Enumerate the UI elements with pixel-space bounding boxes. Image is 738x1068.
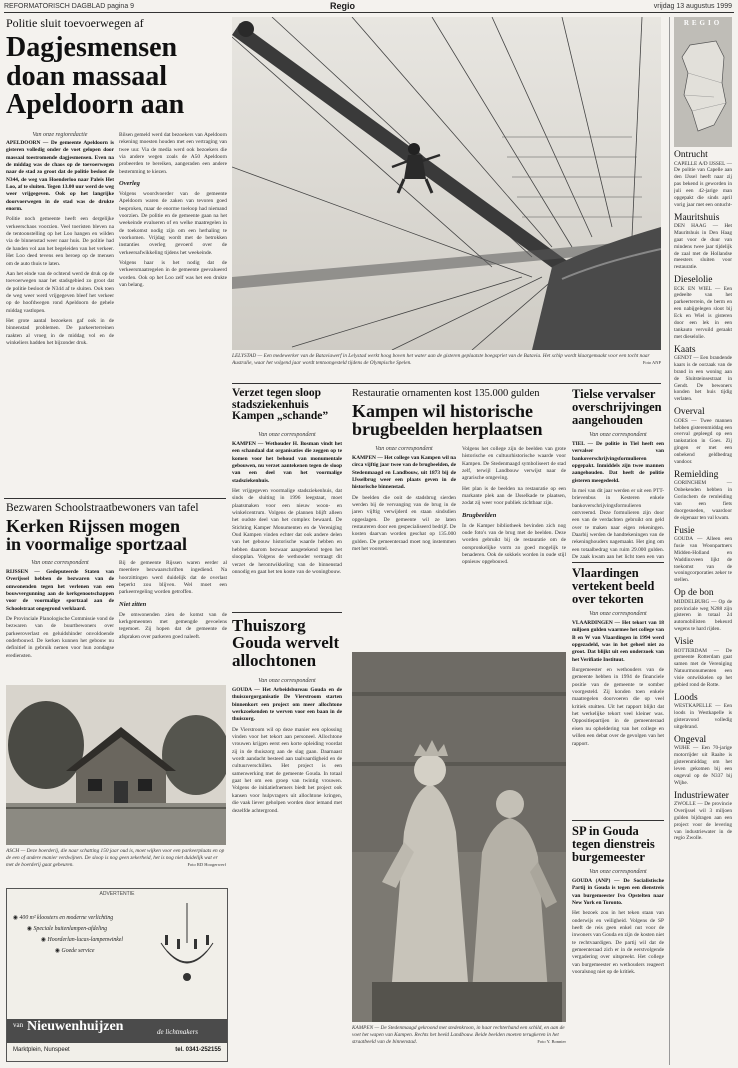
regional-sidebar [669, 17, 734, 1065]
sidebar-item-text: GOES — Twee mannen hebben gisterenmiddag een overval gepleegd op een tankstation in Goes. Zij gingen er met een onbekend geldbedrag vandoor. [674, 417, 732, 465]
sidebar-item-text: DEN HAAG — Het Mauritshuis in Den Haag gaat voor de duur van mindens twee jaar tijdelijk de zaal met de Hollandse meesters sluiten voor restauratie. [674, 223, 732, 271]
article3-headline-line: Kampen wil historische [352, 401, 534, 421]
ad-brand-prefix: van [13, 1021, 24, 1029]
ad-brand-bar [7, 1019, 227, 1043]
article1-headline-line: Dagjesmensen [6, 32, 178, 63]
sidebar-item-text: CAPELLE A/D IJSSEL — De politie van Capelle aan den IJssel heeft naar zij pas bekend is geworden in juli een 42-jarige man opgepakt die sinds april vorig jaar met een ontucht- [674, 160, 732, 208]
article2-headline-line: Verzet tegen sloop [232, 387, 321, 399]
ad-bullet-1 [13, 913, 143, 924]
ad-label: ADVERTENTIE [99, 891, 135, 897]
sidebar-item-text: GENDT — Een brandende kaars is de oorzaak van de brand in een woning aan de Sluitsteinsestraat in Gendt. De bewoners konden het huis tijdig verlaten. [674, 355, 732, 403]
article8-headline-line: Gouda wervelt [232, 633, 340, 653]
article6-body [572, 878, 664, 1058]
sidebar-item-title: Visie [674, 637, 694, 647]
photo-statues-credit: Foto Y. Bonnier [537, 1038, 566, 1044]
article1-headline [6, 34, 226, 120]
sidebar-map [674, 17, 732, 147]
article3-headline [352, 402, 567, 439]
article3-paragraph: Het plan is de beelden na restauratie op een markante plek aan de IJsselkade te plaatsen, zodat zij weer voor publiek zichtbaar zijn. [462, 485, 566, 507]
article3-kicker: Restauratie ornamenten kost 135.000 gulden [352, 388, 540, 399]
article2-byline: Van onze correspondent [258, 432, 316, 438]
sidebar-item-title: Overval [674, 407, 705, 418]
ad-brand-sub: de lichtmakers [157, 1028, 199, 1036]
sidebar-item-title: Ongeval [674, 734, 707, 745]
photo-statues-image [352, 652, 566, 1022]
article8-byline: Van onze correspondent [258, 678, 316, 684]
article3-headline-line: brugbeelden herplaatsen [352, 419, 543, 440]
article1-paragraph: Bilsen gemeld werd dat bezoekers van Apeldoorn rekening moesten houden met een vertraging van twee uur. Via de media werd ook bezoekers die via andere wegen zoals de A50 Apeldoorn probeerden te bereiken, aangeraden een andere bestemming te kiezen. [119, 132, 227, 175]
article1-col2 [119, 132, 227, 495]
sidebar-item [674, 214, 732, 272]
bullet-icon: ◉ [55, 948, 62, 954]
article7-headline-line: in voormalige sportzaal [6, 534, 187, 555]
article5-byline: Van onze correspondent [589, 611, 647, 617]
article1-headline-line: Apeldoorn aan [6, 89, 185, 121]
article6-headline-line: tegen dienstreis [572, 836, 655, 851]
article8-headline [232, 617, 344, 669]
article5-headline-line: over tekorten [572, 591, 644, 606]
photo-batavia-caption [232, 353, 661, 381]
rule [4, 498, 226, 499]
sidebar-items [674, 151, 732, 847]
article2-headline-line: Kampen „schande” [232, 410, 329, 423]
article4-headline-line: overschrijvingen [572, 399, 662, 414]
page-header-left: REFORMATORISCH DAGBLAD pagina 9 [4, 3, 135, 10]
article1-paragraph: Aan het einde van de ochtend werd de druk op de toevoerwegen naar het stadsgebied zo groot dat de politie besloot de N344 af te sluiten. Ook toen de weg weer werd vrijgegeven bleef het verkeer op de hoofdwegen rond Apeldoorn de gehele middag vastlopen. [6, 270, 114, 314]
article1-paragraph: Politie noch gemeente heeft een dergelijke verkeerschaos voorzien. Veel toeristen bleven na de tentoonstelling op het Loo hangen en wilden via de binnenstad weer naar huis. De politie had de handen vol aan het begeleiden van het verkeer. Het Loo deed tevens een beroep op de mensen om de auto thuis te laten. [6, 216, 114, 267]
ad-bullet-text: Hoorderlan-lucas-lampenwinkel [47, 937, 123, 943]
article7-paragraph: De omwonenden zien de komst van de kerkgemeenten met gemengde gevoelens tegemoet. Zij hopen dat de gemeente de afspraken over parkeren goed naleeft. [119, 611, 227, 640]
sidebar-item-text: GORINCHEM — Onbekenden hebben in Gorinchem de remleiding van een fiets doorgesneden, waardoor de eigenaar ten val kwam. [674, 480, 732, 521]
photo-batavia-credit: Foto ANP [642, 359, 661, 365]
ad-phone: tel. 0341-252155 [175, 1047, 221, 1053]
sidebar-item [674, 151, 732, 209]
sidebar-item [674, 408, 732, 466]
article7-col1 [6, 569, 114, 681]
ad-bullet-3 [13, 935, 143, 946]
ad-address: Marktplein, Nunspeet [13, 1047, 70, 1053]
article1-paragraph: Volgens woordvoerder van de gemeente Apeldoorn waren de zaken van tevoren goed besproken, maar de enorme toeloop had niemand voorzien. De politie en de gemeente gaan na het weekeinde evalueren of en welke maatregelen in de toekomst nodig zijn om een herhaling te voorkomen. Vrijdag wordt met de betrokken instanties overleg gevoerd over de verkeersafwikkeling tijdens het weekeinde. [119, 190, 227, 256]
article8-headline-line: Thuiszorg [232, 616, 306, 635]
article7-byline: Van onze correspondent [31, 560, 89, 566]
article1-paragraph: Volgens haar is het nodig dat de verkeersmaatregelen in de gemeente geevalueerd worden. Ook op het Loo zelf was het een drukte van belang. [119, 259, 227, 289]
rule [572, 562, 664, 563]
article4-byline: Van onze correspondent [589, 432, 647, 438]
sidebar-item [674, 276, 732, 341]
article8-lead: GOUDA — Het Arbeidsbureau Gouda en de thuiszorgorganisatie De Vierstroom starten binnenkort een project om meer allochtone werkzoekenden te werven voor een baan in de thuiszorg. [232, 687, 342, 723]
sidebar-item-title: Ontrucht [674, 150, 708, 160]
sidebar-item [674, 471, 732, 522]
sidebar-item-title: Mauritshuis [674, 212, 720, 223]
article8-paragraph: De Vierstroom wil op deze manier een oplossing vinden voor het tekort aan personeel. Allochtone vrouwen krijgen eerst een korte opleiding voordat zij in de thuiszorg aan de slag gaan. Daarnaast wordt aandacht besteed aan taalvaardigheid en de cultuurverschillen. Het project is een samenwerking met de gemeente Gouda. In totaal gaat het om een groep van twintig vrouwen. Volgens de initiatiefnemers biedt het project ook kansen voor hulpvragers uit allochtone kringen, die vaak liever geholpen worden door iemand met dezelfde achtergrond. [232, 726, 342, 814]
header-rule [4, 12, 734, 13]
article1-paragraph: Het grote aantal bezoekers gaf ook in de binnenstad problemen. De parkeerterreinen raakten al vroeg in de middag vol en de winkeliers hadden het bijzonder druk. [6, 317, 114, 346]
sidebar-item [674, 694, 732, 731]
photo-farmhouse-credit: Foto RD Hoogerwerf [187, 861, 226, 867]
article8-headline-line: allochtonen [232, 650, 317, 670]
article6-byline: Van onze correspondent [589, 869, 647, 875]
sidebar-item [674, 792, 732, 843]
article1-col1 [6, 140, 114, 495]
advertisement [6, 888, 228, 1062]
bullet-icon: ◉ [41, 937, 48, 943]
sidebar-item-text: ROTTERDAM — De gemeente Rotterdam gaat samen met de Vereniging Natuurmonumenten een visie ontwikkelen op het gebied rond de Rotte. [674, 647, 732, 688]
photo-farmhouse-caption-text: ASCH — Deze boerderij, die naar schatting 150 jaar oud is, moet wijken voor een parkeerplaats en op de een of andere manier verdwijnen. De sloop is nog geen zekerheid, het is nog niet duidelijk wat er met de boerderij gaat gebeuren. [6, 848, 225, 868]
article6-headline-line: SP in Gouda [572, 824, 639, 838]
article4-lead: TIEL — De politie in Tiel heeft een vervalser van bankoverschrijvingsformulieren opgepakt. Inmiddels zijn twee mannen aangehouden. Dat heeft de politie gisteren meegedeeld. [572, 441, 664, 484]
article3-subhead: Brugbeelden [462, 511, 497, 519]
article7-headline [6, 517, 232, 554]
article7-subhead: Niet zitten [119, 600, 147, 608]
article1-byline: Van onze regioredactie [32, 132, 88, 138]
photo-statues-caption [352, 1025, 566, 1063]
article1-headline-line: doan massaal [6, 60, 168, 92]
article5-paragraph: Burgemeester en wethouders van de gemeente hebben in 1994 de financiele positie van de gemeente te somber voorgesteld. Zij konden toen enkele maatregelen doorvoeren die op veel kritiek stuitten. Uit het rapport blijkt dat het werkelijke tekort veel kleiner was. Oppositiepartijen in de gemeenteraad eisen nu opheldering van het college en willen een debat over de gevolgen van het rapport. [572, 667, 664, 747]
article4-paragraph: In mei van dit jaar werden er uit een PTT-brievenbus in Kesteren enkele bankoverschrijvingsformulieren ontvreemd. Deze formulieren zijn door een van de verdachten gebruikt om geld over te maken naar eigen rekeningen. Daarbij werden de handtekeningen van de rekeninghouders nagemaakt. Het ging om een totaalbedrag van ruim 29.000 gulden. De zaak kwam aan het licht toen een van [572, 488, 664, 559]
article7-lead: RIJSSEN — Gedeputeerde Staten van Overijssel hebben de bezwaren van de omwonenden tegen het verlenen van een bouwvergunning aan de kerkgenootschappen voor de voormalige sportzaal aan de Schoolstraat ongegrond verklaard. [6, 569, 114, 612]
bullet-icon: ◉ [13, 915, 20, 921]
sidebar-item-text: GOUDA — Alleen een fusie van Woonpartners Midden-Holland en Waddinxveen lijkt de toekomst van de woningcorporaties zeker te stellen. [674, 536, 732, 584]
article3-col2 [462, 446, 566, 647]
article3-paragraph: In de Kamper bibliotheek bevinden zich nog oude foto's van de brug met de beelden. Deze worden gebruikt bij de restauratie om de oorspronkelijke vorm zo goed mogelijk te benaderen. Ook de sokkels worden in oude stijl opnieuw opgebouwd. [462, 522, 566, 566]
ad-bullet-4 [13, 946, 143, 957]
chandelier-icon [157, 903, 217, 1003]
article4-headline [572, 388, 664, 426]
article5-headline-line: vertekent beeld [572, 578, 655, 593]
article2-headline [232, 388, 342, 423]
sidebar-item-title: Kaats [674, 344, 696, 355]
rule [232, 383, 661, 384]
photo-farmhouse-caption [6, 848, 226, 884]
sidebar-item-text: WESTKAPELLE — Een loods in Westkapelle is gisteravond volledig uitgebrand. [674, 703, 732, 730]
photo-batavia [232, 17, 661, 350]
section-title: Regio [330, 1, 356, 11]
article3-lead: KAMPEN — Het college van Kampen wil na circa vijftig jaar twee van de brugbeelden, de Stedenmaagd en Landbouw, uit 1873 bij de IJsselbrug weer een plaats geven in de historische binnenstad. [352, 455, 456, 491]
article7-kicker: Bezwaren Schoolstraatbewoners van tafel [6, 502, 199, 514]
sidebar-item [674, 589, 732, 633]
photo-farmhouse [6, 685, 226, 845]
article6-headline-line: burgemeester [572, 849, 645, 864]
netherlands-map-icon [674, 27, 732, 145]
article5-headline [572, 567, 664, 605]
article1-lead: APELDOORN — De gemeente Apeldoorn is gisteren volledig onder de voet gelopen door massaal toestromende dagjesmensen. Even na de middag was de chaos op de toevoerwegen naar de stad zo groot dat de politie besloot de N344, de weg van Hoenderloo naar Paleis Het Loo, af te sluiten. Tegen 13.00 uur werd de weg weer vrijgegeven. Ook op het langrijke doorvoerwegen in de stad was de drukte enorm. [6, 140, 114, 213]
bullet-icon: ◉ [27, 926, 34, 932]
sidebar-item [674, 346, 732, 404]
article2-lead: KAMPEN — Wethouder H. Bosman vindt het een schandaal dat organisaties die zeggen op te komen voor het behoud van monumentale gebouwen, nu verzet aantekenen tegen de sloop van een deel van het voormalige stadsziekenhuis. [232, 441, 342, 484]
article7-paragraph: Bij de gemeente Rijssen waren eerder al meerdere bezwaarschriften ingediend. Na hoorzittingen werd duidelijk dat de overlast beperkt zou blijven. Wel moet een parkeerregeling worden getroffen. [119, 560, 227, 596]
article3-paragraph: De beelden die ooit de stadsbrug sierden werden bij de vervanging van de brug in de jaren vijftig verwijderd en staan sindsdien opgeslagen. De gemeente wil ze laten restaureren door een gespecialiseerd bedrijf. De kosten daarvan worden geschat op 135.000 gulden. De gemeenteraad moet nog instemmen met het voorstel. [352, 494, 456, 553]
article5-lead: VLAARDINGEN — Het tekort van 18 miljoen gulden waarmee het college van B en W van Vlaardingen in 1994 werd opgezadeld, was in het geheel niet zo groot. Dat blijkt uit een onderzoek van het Verifiatie Instituut. [572, 620, 664, 663]
sidebar-brand: REGIO [683, 19, 723, 27]
article3-byline: Van onze correspondent [375, 446, 433, 452]
article2-col1 [232, 441, 342, 609]
sidebar-item-text: ECK EN WIEL — Een gedeelte van het parkeerterrein, de berm en een nabijgelegen sloot bij Eck en Wiel is gisteren door een lek in een tankauto vervuild geraakt met dieselolie. [674, 285, 732, 340]
article7-col2 [119, 560, 227, 681]
page-header-right: vrijdag 13 augustus 1999 [653, 3, 732, 10]
article7-paragraph: De Provinciale Planologische Commissie vond de bezwaren van de buurtbewoners over parkeeroverlast en geluidshinder onvoldoende onderbouwd. De kerken kunnen het gebouw nu definitief in gebruik nemen voor hun zondagse erediensten. [6, 616, 114, 659]
sidebar-item-title: Industriewater [674, 790, 729, 801]
article5-headline-line: Vlaardingen [572, 566, 639, 580]
article7-headline-line: Kerken Rijssen mogen [6, 516, 180, 536]
article4-body [572, 441, 664, 559]
article1-kicker: Politie sluit toevoerwegen af [6, 16, 144, 30]
article4-headline-line: aangehouden [572, 412, 643, 427]
photo-farmhouse-image [6, 685, 226, 845]
ad-bullet-2 [13, 924, 143, 935]
ad-bullet-text: Speciale buitenlampen-afdeling [33, 926, 108, 932]
article2-paragraph: Het vrijgegeven voormalige stadsziekenhuis, dat sinds de sluiting in 1996 leegstaat, moet plaatsmaken voor een nieuw woon- en winkelcentrum. Volgens de plannen blijft alleen het oudste deel van het complex bewaard. De Stichting Kamper Monumenten en de Vereniging Oud Kampen vinden echter dat ook andere delen van het gebouw historische waarde hebben en hebben daarom bezwaar aangetekend tegen het sloopplan. Volgens de wethouder vertraagt dit verzet de herontwikkeling van de binnenstad onnodig en gaat het ten koste van de woningbouw. [232, 488, 342, 575]
rule [232, 612, 342, 613]
sidebar-item-text: MIDDELBURG — Op de provinciale weg N288 zijn gisteren in totaal 24 automobilisten bekeurd wegens te hard rijden. [674, 598, 732, 633]
article3-col1 [352, 455, 456, 647]
photo-batavia-caption-text: LELYSTAD — Een medewerker van de Bataviawerf in Lelystad werkt hoog boven het water aan de gisteren geplaatste boegspriet van de Batavia. Het schip wordt klaargemaakt voor een tocht naar Australie, waar het volgend jaar wordt tentoongesteld tijdens de Olympische Spelen. [232, 353, 650, 366]
sidebar-item-title: Remielding [674, 469, 719, 480]
sidebar-item-title: Loods [674, 692, 698, 703]
sidebar-item-title: Dieselolie [674, 275, 713, 285]
ad-bullet-text: 400 m² kloosters en moderne verlichting [19, 915, 114, 921]
sidebar-item-title: Op de bon [674, 588, 714, 599]
article6-lead: GOUDA (ANP) — De Socialistische Partij in Gouda is tegen een dienstreis van burgemeester Ivo Opstelten naar New York en Toronto. [572, 878, 664, 907]
sidebar-item [674, 736, 732, 787]
article4-headline-line: Tielse vervalser [572, 387, 656, 401]
photo-statues-caption-text: KAMPEN — De Stedenmaagd gekroond met stedenkroon, in haar rechterhand een schild, en aan de voet het wapen van Kampen. Rechts het beeld Landbouw. Beide beelden moeten terugkeren in het straatbeeld van de binnenstad. [352, 1025, 565, 1045]
article3-paragraph: Volgens het college zijn de beelden van grote historische en cultuurhistorische waarde voor Kampen. De Stedenmaagd symboliseert de stad zelf, terwijl Landbouw verwijst naar de agrarische omgeving. [462, 446, 566, 482]
ad-bullet-text: Goede service [61, 948, 95, 954]
sidebar-item-title: Fusie [674, 525, 695, 536]
sidebar-item-text: WIJHE — Een 70-jarige motorrijder uit Raalte is gisterenmiddag om het leven gekomen bij een ongeval op de N337 bij Wijhe. [674, 745, 732, 786]
article6-paragraph: Het bezoek zou in het teken staan van onderwijs en veiligheid. Volgens de SP heeft de reis geen enkel nut voor de inwoners van Gouda en zijn de kosten niet te rechtvaardigen. De partij wil dat de gemeenteraad zich er in de eerstvolgende vergadering over uitspreekt. Het college van burgemeester en wethouders reageert vooralsnog niet op de kritiek. [572, 910, 664, 976]
sidebar-item [674, 527, 732, 585]
rule [572, 820, 664, 821]
article6-headline [572, 825, 664, 863]
sidebar-item-text: ZWOLLE — De provincie Overijssel wil 3 miljoen gulden bijdragen aan een project voor de levering van industriewater in de regio Zwolle. [674, 801, 732, 842]
photo-statues [352, 652, 566, 1022]
sidebar-item [674, 638, 732, 689]
photo-batavia-image [232, 17, 661, 350]
ad-bullets [13, 913, 143, 957]
article1-subhead: Overleg [119, 180, 140, 188]
ad-brand-name: Nieuwenhuijzen [27, 1019, 124, 1034]
article2-headline-line: stadsziekenhuis [232, 398, 309, 411]
article5-body [572, 620, 664, 816]
article8-body [232, 687, 342, 1059]
